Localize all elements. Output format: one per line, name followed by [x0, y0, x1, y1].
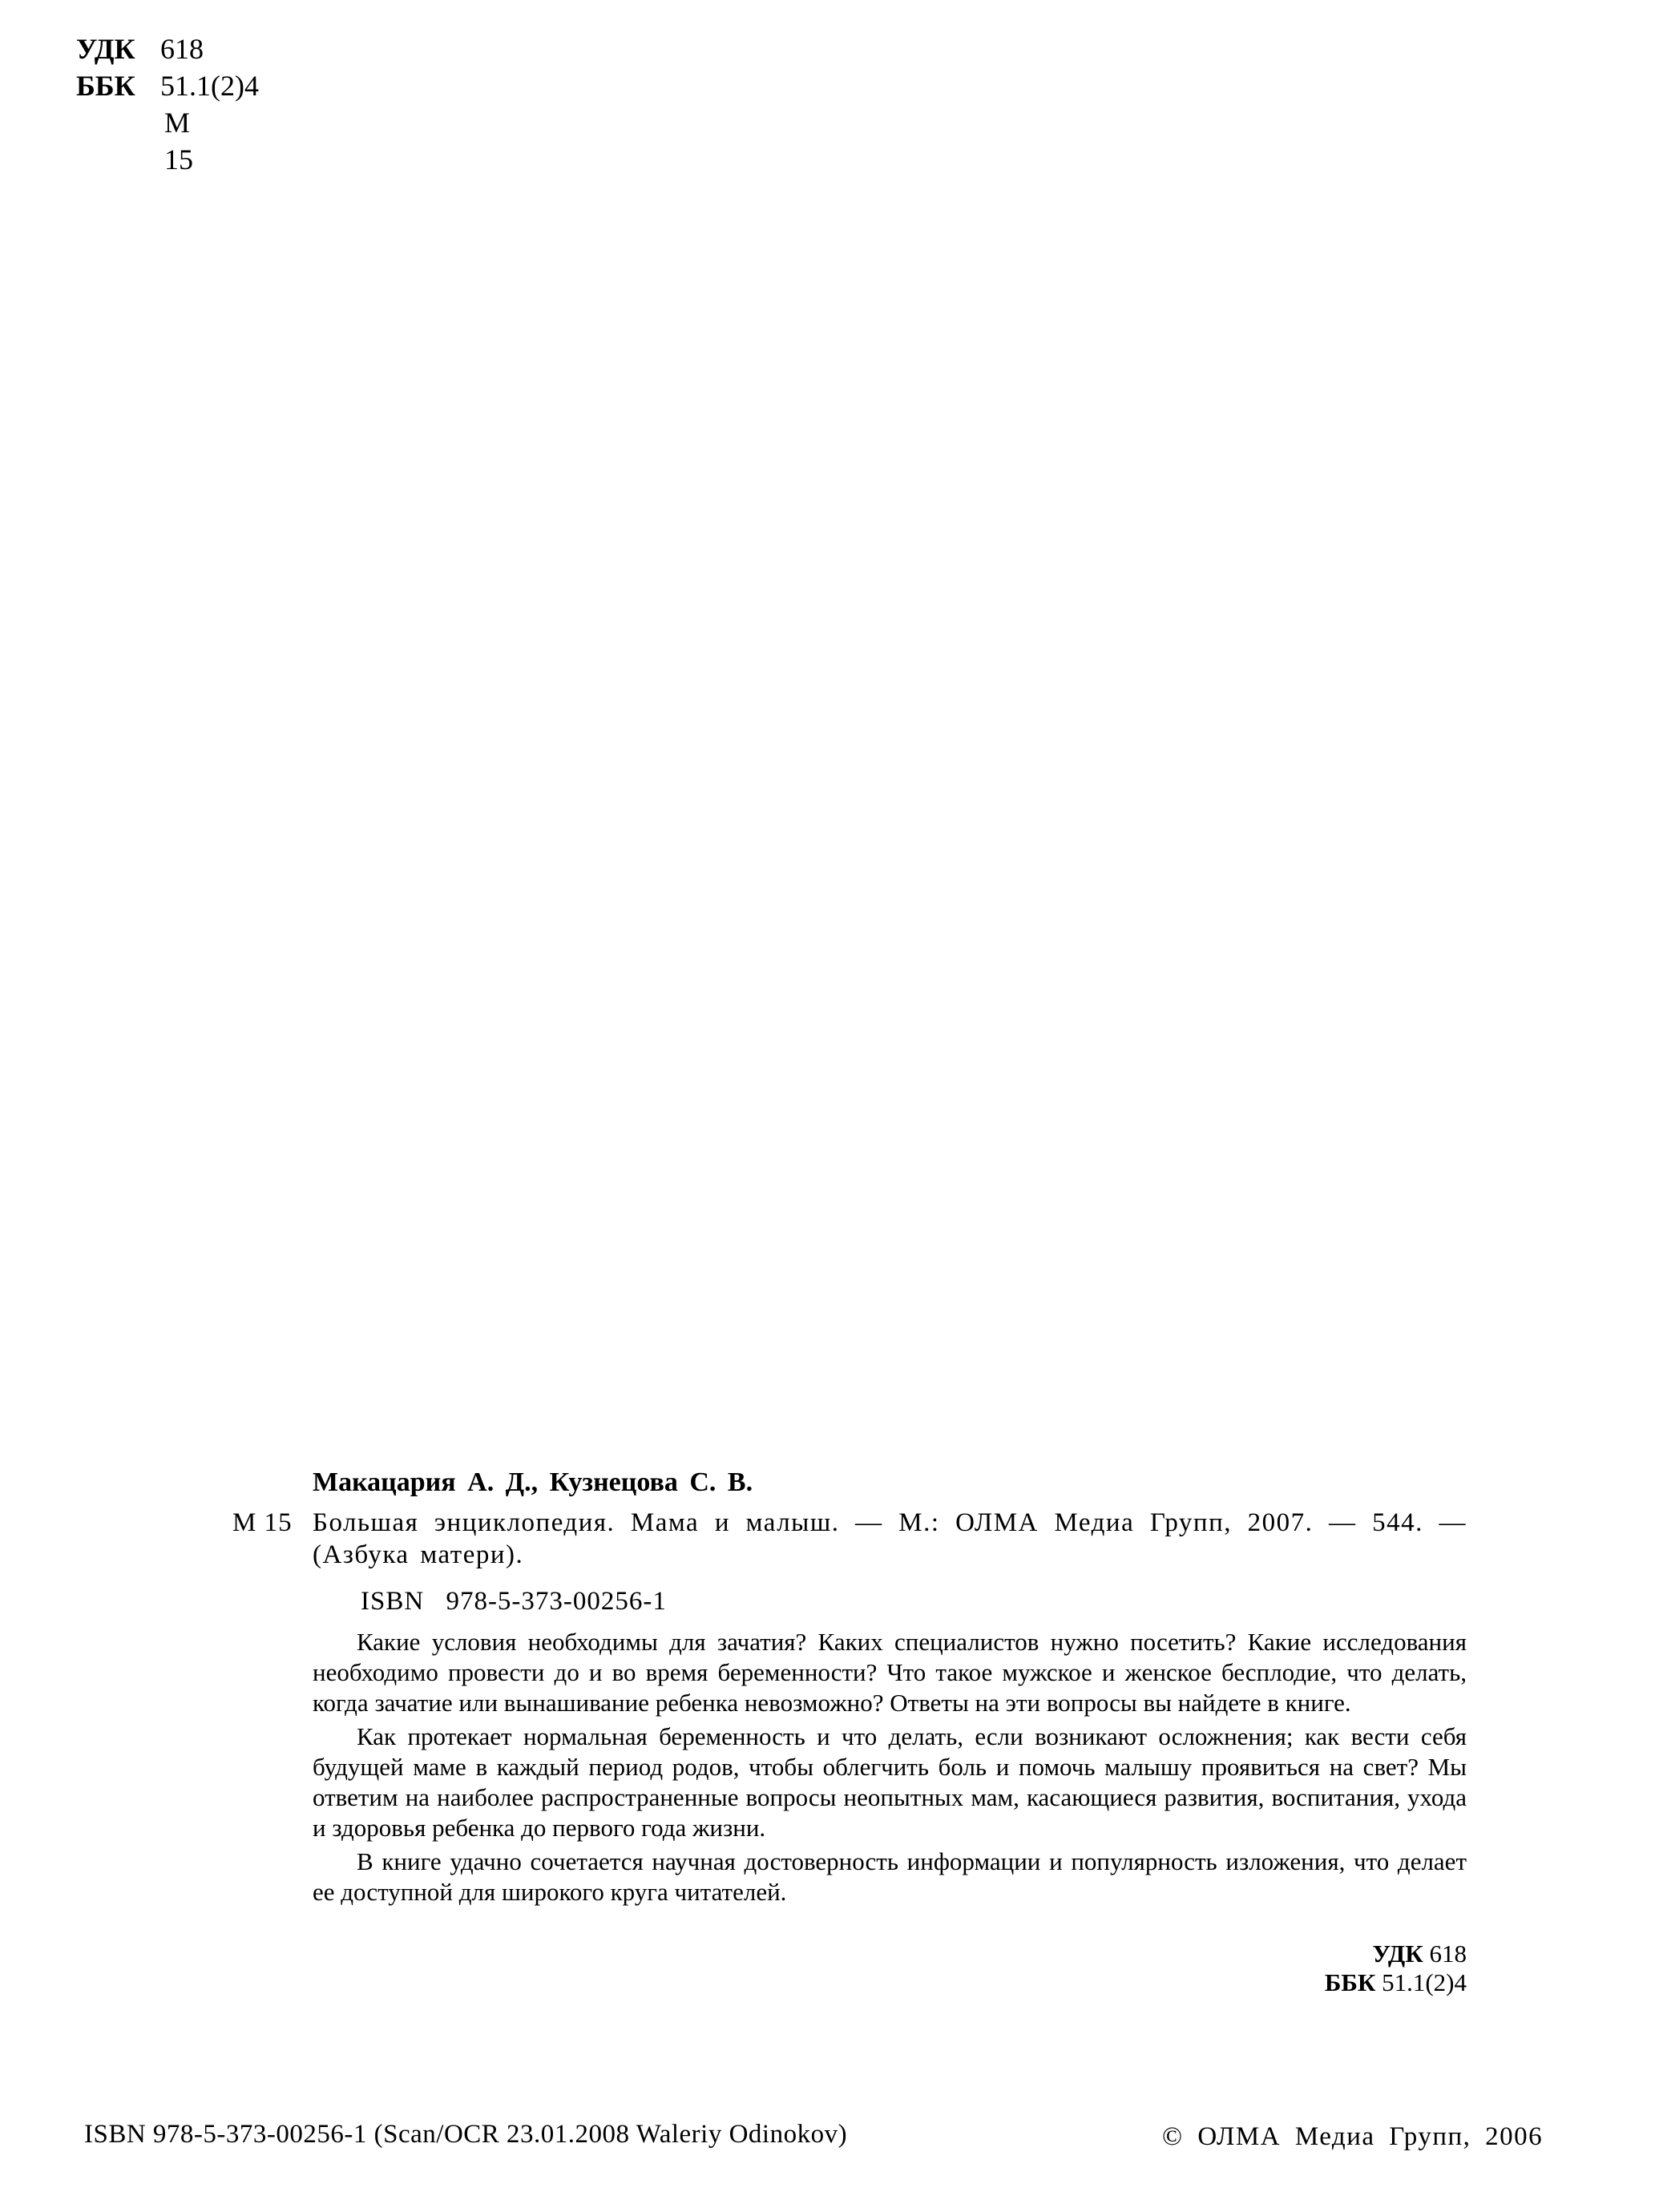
isbn-value: 978-5-373-00256-1	[446, 1587, 667, 1616]
card-udk-label: УДК	[1372, 1940, 1423, 1968]
footer-isbn-scan: ISBN 978-5-373-00256-1 (Scan/OCR 23.01.2008 Waleriy Odinokov)	[84, 2120, 848, 2149]
annotation-paragraph: Какие условия необходимы для зачатия? Каких специалистов нужно посетить? Какие исследования необходимо провести до и во время беременности? Что такое мужское и женское бесплодие, что делать, когда зачатие или вынашивание ребенка невозможно? Ответы на эти вопросы вы найдете в книге.	[313, 1628, 1467, 1717]
card-udk	[1325, 1940, 1467, 1968]
annotation-paragraph: Как протекает нормальная беременность и что делать, если возникают осложнения; как вести себя будущей маме в каждый период родов, чтобы облегчить боль и помочь малышу проявиться на свет? Мы ответим на наиболее распространенные вопросы неопытных мам, касающиеся развития, воспитания, ухода и здоровья ребенка до первого года жизни.	[313, 1722, 1467, 1842]
card-author-mark: М 15	[232, 1508, 293, 1537]
card-bbk-label: ББК	[1324, 1968, 1376, 1996]
card-udk-value: 618	[1429, 1940, 1467, 1968]
authors: Макацария А. Д., Кузнецова С. В.	[313, 1467, 753, 1497]
bbk-label: ББК	[76, 70, 135, 102]
isbn-label: ISBN	[361, 1587, 425, 1616]
card-bbk-value: 51.1(2)4	[1382, 1968, 1467, 1996]
card-classification-codes	[1325, 1940, 1467, 1997]
card-bbk	[1325, 1968, 1467, 1997]
annotation	[313, 1627, 1467, 1911]
udk-value: 618	[160, 33, 204, 65]
title-description: Большая энциклопедия. Мама и малыш. — М.: ОЛМА Медиа Групп, 2007. — 544. — (Азбука матери).	[313, 1508, 1467, 1569]
footer-copyright: © ОЛМА Медиа Групп, 2006	[1162, 2122, 1544, 2151]
author-mark: М 15	[164, 107, 193, 176]
bbk-value: 51.1(2)4	[160, 70, 259, 102]
annotation-paragraph: В книге удачно сочетается научная достоверность информации и популярность изложения, что делает ее доступной для широкого круга читателей.	[313, 1847, 1467, 1906]
udk-label: УДК	[76, 33, 135, 65]
isbn-line	[361, 1585, 667, 1617]
